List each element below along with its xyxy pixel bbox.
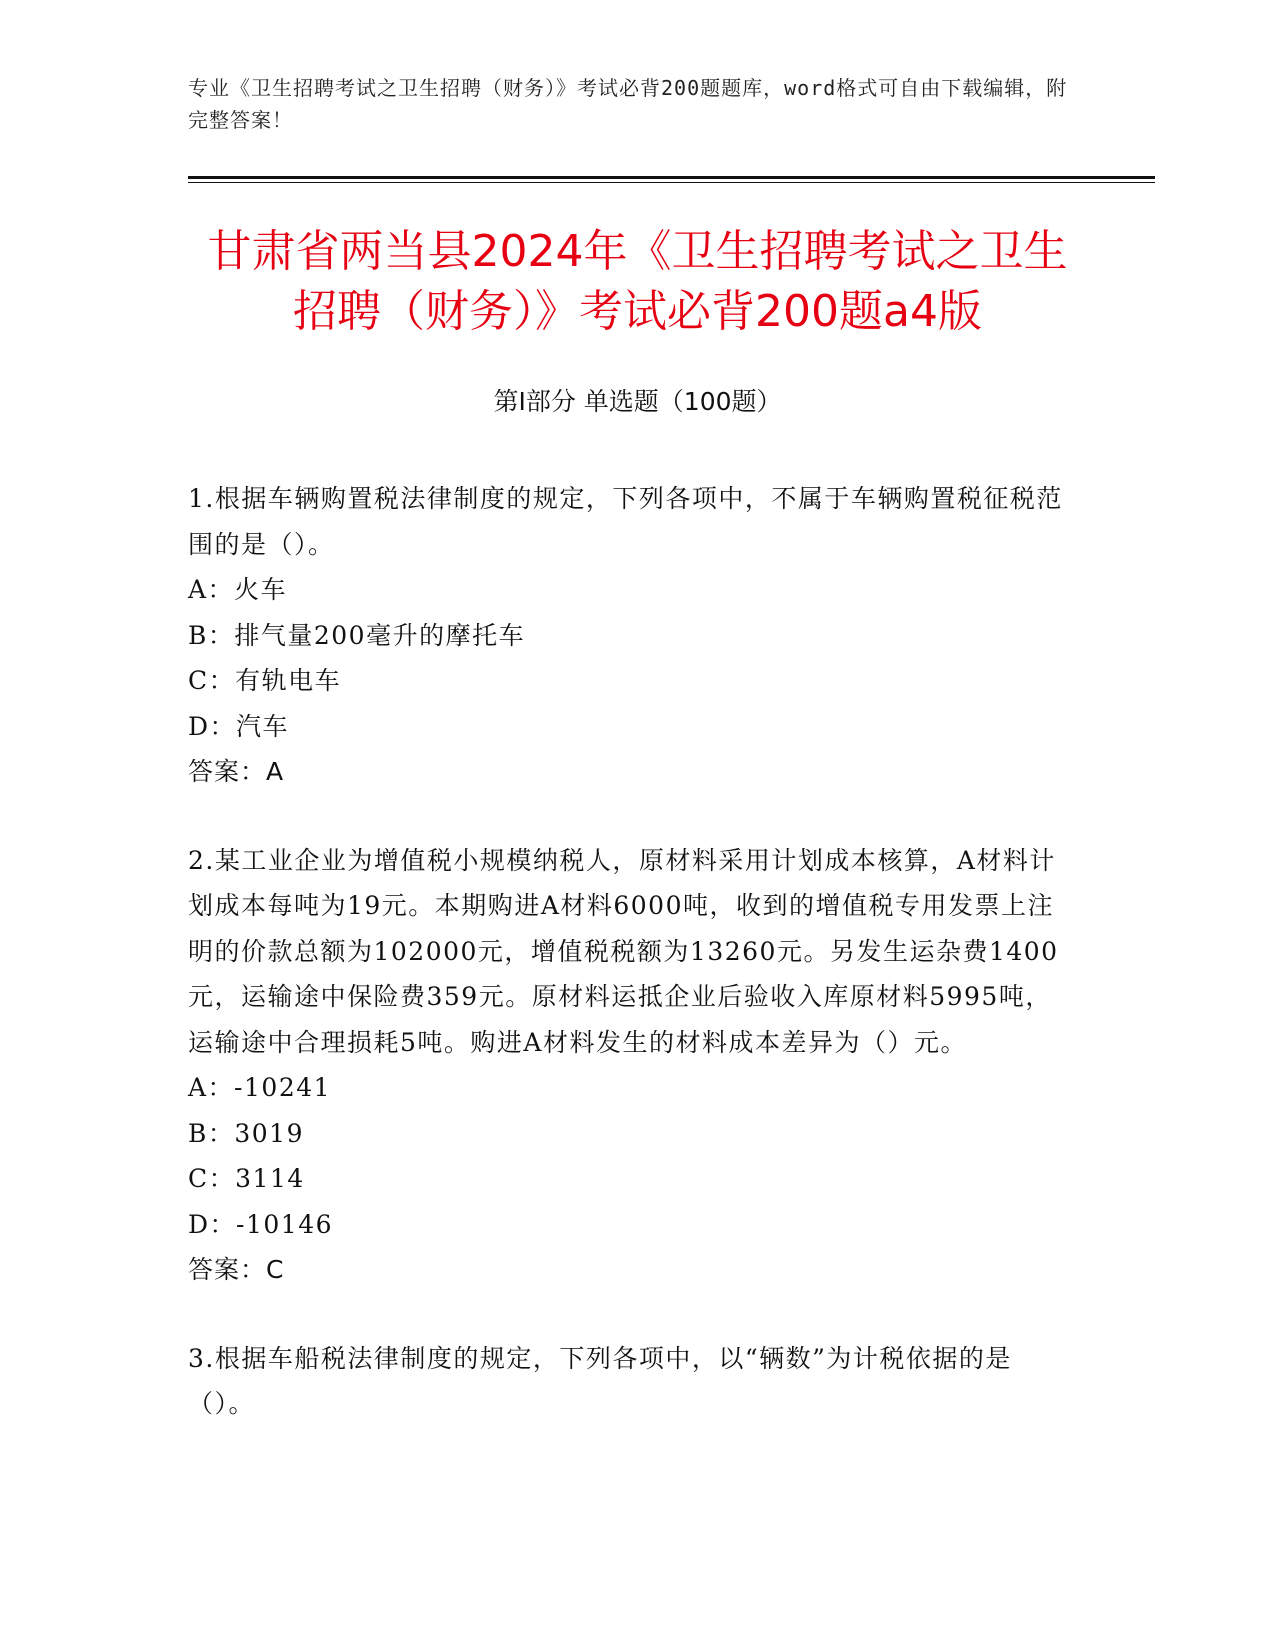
header-note: 专业《卫生招聘考试之卫生招聘（财务）》考试必背200题题库，word格式可自由下载编辑，附完整答案！ (188, 76, 1068, 132)
answer-line: 答案：C (188, 1255, 285, 1284)
option-b: B：排气量200毫升的摩托车 (188, 620, 526, 650)
option-d: D：-10146 (188, 1209, 334, 1239)
title-line-2: 招聘（财务）》考试必背200题a4版 (293, 286, 982, 337)
answer-line: 答案：A (188, 757, 285, 786)
question-stem: 1.根据车辆购置税法律制度的规定，下列各项中，不属于车辆购置税征税范围的是（）。 (188, 484, 1063, 559)
question-list (188, 476, 1078, 1470)
option-b: B：3019 (188, 1118, 304, 1148)
option-c: C：有轨电车 (188, 666, 342, 695)
header-divider-thin (188, 182, 1155, 183)
title-line-1: 甘肃省两当县2024年《卫生招聘考试之卫生 (207, 226, 1068, 277)
question-stem: 3.根据车船税法律制度的规定，下列各项中，以“辆数”为计税依据的是（）。 (188, 1343, 1012, 1418)
question-3 (188, 1336, 1078, 1427)
header-divider-thick (188, 176, 1155, 179)
question-1 (188, 476, 1078, 795)
option-a: A：-10241 (188, 1073, 332, 1102)
option-a: A：火车 (188, 575, 288, 604)
question-stem: 2.某工业企业为增值税小规模纳税人，原材料采用计划成本核算，A材料计划成本每吨为19元。本期购进A材料6000吨，收到的增值税专用发票上注明的价款总额为102000元，增值税税额为13260元。另发生运杂费1400元，运输途中保险费359元。原材料运抵企业后验收入库原材料5995吨，运输途中合理损耗5吨。购进A材料发生的材料成本差异为（）元。 (188, 845, 1059, 1057)
option-c: C：3114 (188, 1164, 305, 1193)
option-d: D：汽车 (188, 711, 290, 741)
section-title: 第Ⅰ部分 单选题（100题） (493, 387, 782, 416)
question-2 (188, 838, 1078, 1293)
document-title (150, 222, 1125, 342)
